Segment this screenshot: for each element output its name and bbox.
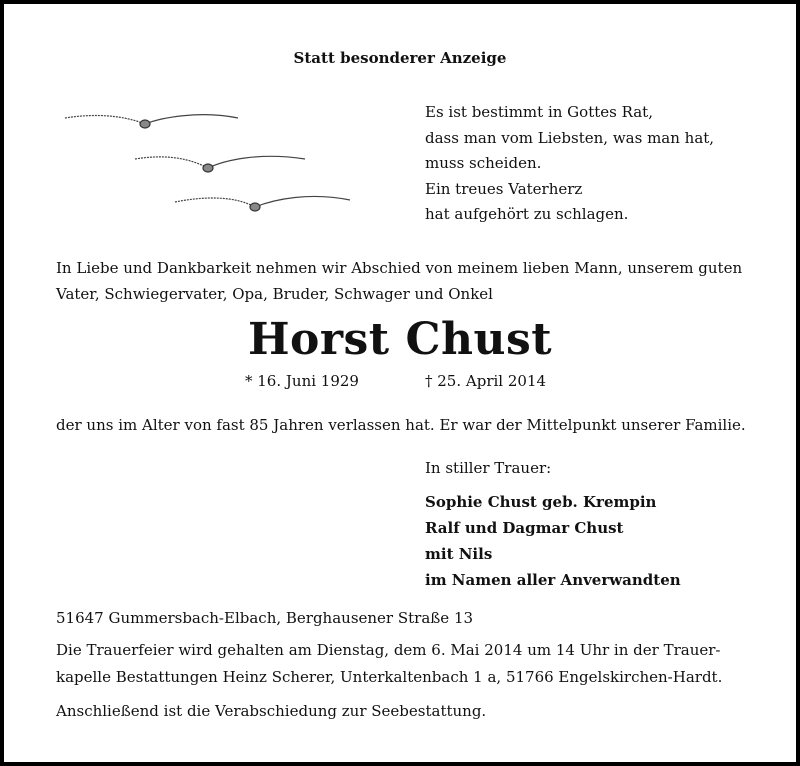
- intro-line: Vater, Schwiegervater, Opa, Bruder, Schwager und Onkel: [56, 285, 493, 303]
- seagulls-illustration: [60, 104, 360, 216]
- mourning-label: In stiller Trauer:: [425, 459, 552, 477]
- closing-note: Anschließend ist die Verabschiedung zur Seebestattung.: [56, 702, 487, 720]
- poem-line: hat aufgehört zu schlagen.: [425, 205, 629, 223]
- mourner-name: im Namen aller Anverwandten: [425, 571, 681, 589]
- ceremony-line: Die Trauerfeier wird gehalten am Dienstag, dem 6. Mai 2014 um 14 Uhr in der Trauer-: [56, 641, 721, 659]
- deceased-name: Horst Chust: [247, 314, 553, 365]
- mourners-list: [425, 489, 681, 593]
- poem-line: Es ist bestimmt in Gottes Rat,: [425, 103, 653, 121]
- poem-line: dass man vom Liebsten, was man hat,: [425, 128, 715, 147]
- birth-date: * 16. Juni 1929: [245, 372, 359, 390]
- mourner-name: Ralf und Dagmar Chust: [425, 519, 624, 537]
- intro-line: In Liebe und Dankbarkeit nehmen wir Abschied von meinem lieben Mann, unserem guten: [56, 259, 743, 277]
- mourner-name: mit Nils: [425, 545, 493, 563]
- ceremony-line: kapelle Bestattungen Heinz Scherer, Unterkaltenbach 1 a, 51766 Engelskirchen-Hardt.: [56, 668, 723, 686]
- poem: [425, 100, 714, 228]
- notice-header: Statt besonderer Anzeige: [293, 49, 507, 67]
- address: 51647 Gummersbach-Elbach, Berghausener Straße 13: [56, 609, 474, 627]
- seagull-icon: [175, 196, 350, 211]
- tribute-text: der uns im Alter von fast 85 Jahren verlassen hat. Er war der Mittelpunkt unserer Familie.: [56, 416, 746, 434]
- seagull-icon: [65, 115, 238, 128]
- death-date: † 25. April 2014: [425, 372, 547, 390]
- mourner-name: Sophie Chust geb. Krempin: [425, 493, 657, 511]
- poem-line: muss scheiden.: [425, 154, 542, 172]
- seagull-icon: [135, 156, 305, 172]
- poem-line: Ein treues Vaterherz: [425, 179, 583, 198]
